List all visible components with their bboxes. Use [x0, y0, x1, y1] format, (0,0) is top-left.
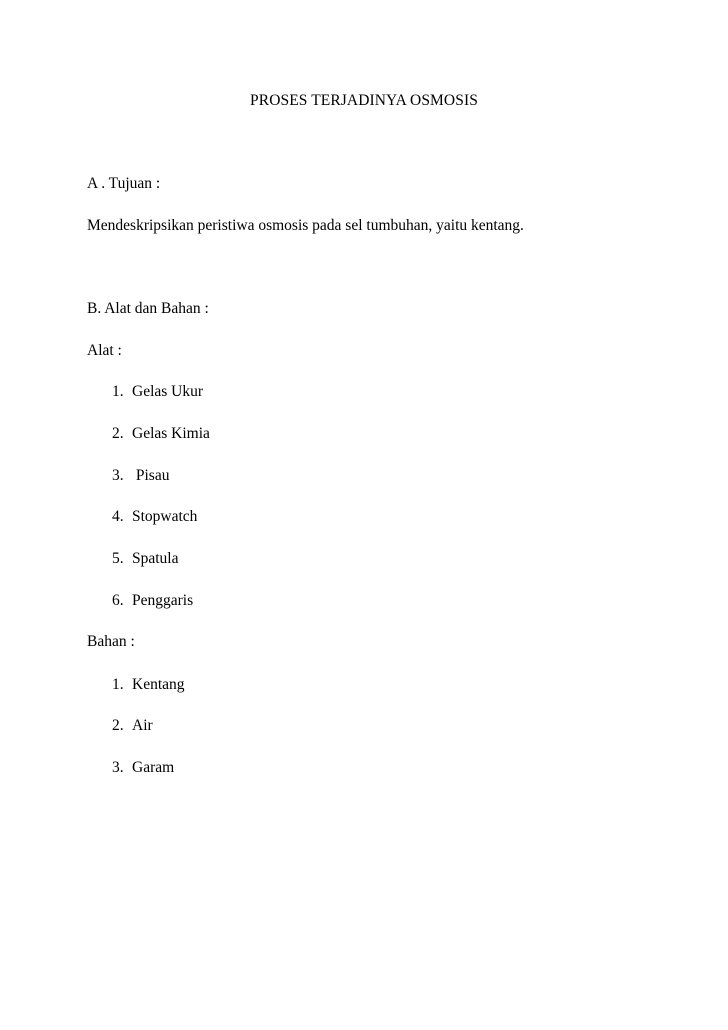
list-item-number: 3. — [112, 759, 124, 776]
section-b-heading: B. Alat dan Bahan : — [87, 300, 209, 317]
list-item-label: Stopwatch — [132, 508, 198, 525]
list-item-number: 2. — [112, 425, 124, 442]
list-item-number: 5. — [112, 550, 124, 567]
list-item-number: 1. — [112, 676, 124, 693]
list-item-label: Kentang — [132, 676, 185, 693]
list-item-number: 2. — [112, 717, 124, 734]
list-item-number: 1. — [112, 383, 124, 400]
list-item-number: 6. — [112, 592, 124, 609]
list-item-number: 4. — [112, 508, 124, 525]
section-a-text: Mendeskripsikan peristiwa osmosis pada sel tumbuhan, yaitu kentang. — [87, 217, 524, 234]
alat-heading: Alat : — [87, 342, 122, 359]
document-title: PROSES TERJADINYA OSMOSIS — [250, 92, 478, 109]
list-item-label: Garam — [132, 759, 175, 776]
list-item-label: Air — [132, 717, 153, 734]
list-item-label: Gelas Kimia — [132, 425, 210, 442]
bahan-heading: Bahan : — [87, 633, 135, 650]
list-item-label: Gelas Ukur — [132, 383, 204, 400]
list-item-number: 3. — [112, 467, 124, 484]
list-item-label: Pisau — [132, 467, 170, 484]
section-a-heading: A . Tujuan : — [87, 175, 161, 192]
list-item-label: Penggaris — [132, 592, 194, 609]
list-item-label: Spatula — [132, 550, 179, 567]
